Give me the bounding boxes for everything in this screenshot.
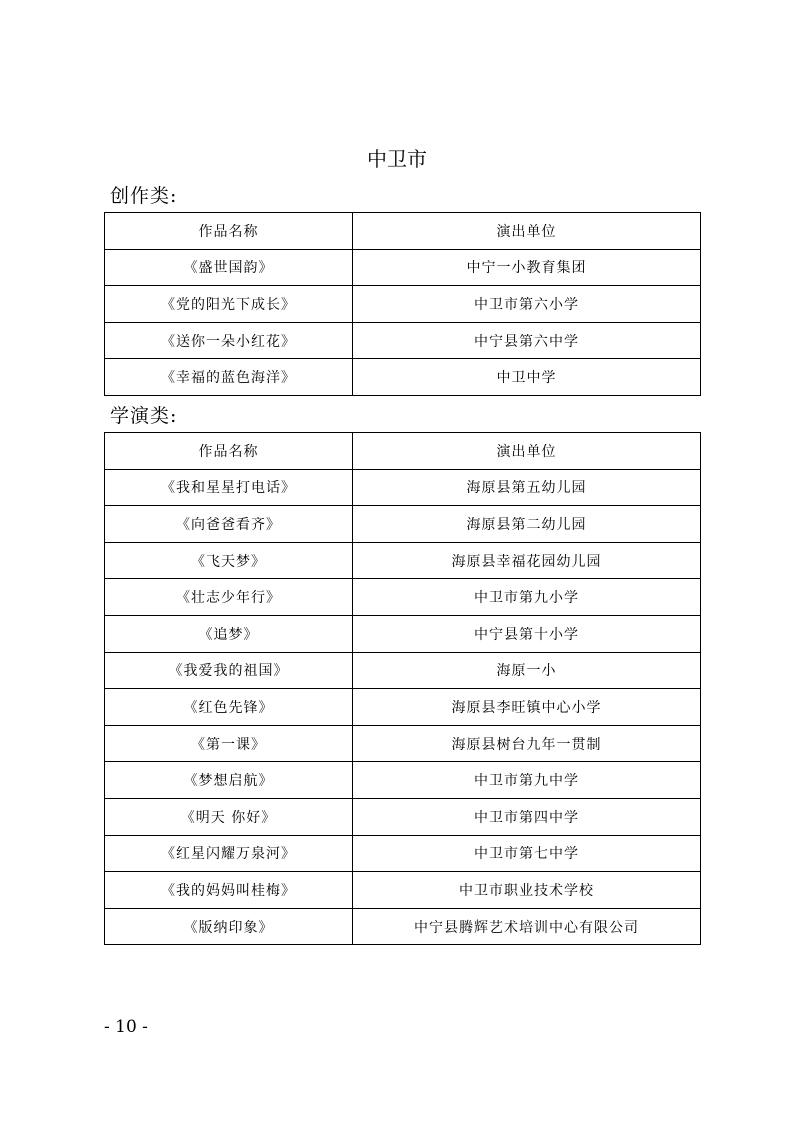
table-header-row	[105, 433, 701, 470]
table-row	[105, 579, 701, 616]
work-name-cell: 《盛世国韵》	[105, 249, 353, 286]
performer-cell: 海原县第二幼儿园	[353, 506, 701, 543]
performer-cell: 中卫市第九中学	[353, 762, 701, 799]
work-name-cell: 《版纳印象》	[105, 908, 353, 945]
table-row	[105, 652, 701, 689]
page-number: - 10 -	[104, 1017, 148, 1037]
work-name-cell: 《我爱我的祖国》	[105, 652, 353, 689]
table-row	[105, 322, 701, 359]
performer-cell: 中宁县第六中学	[353, 322, 701, 359]
work-name-cell: 《梦想启航》	[105, 762, 353, 799]
column-header-performer: 演出单位	[353, 433, 701, 470]
table-row	[105, 798, 701, 835]
page-title: 中卫市	[367, 147, 427, 171]
table-row	[105, 762, 701, 799]
performer-cell: 海原一小	[353, 652, 701, 689]
table-row	[105, 469, 701, 506]
work-name-cell: 《送你一朵小红花》	[105, 322, 353, 359]
table-row	[105, 542, 701, 579]
creation-works-table	[104, 212, 701, 396]
table-row	[105, 689, 701, 726]
performer-cell: 中卫市职业技术学校	[353, 872, 701, 909]
performer-cell: 中宁一小教育集团	[353, 249, 701, 286]
performer-cell: 海原县第五幼儿园	[353, 469, 701, 506]
performer-cell: 中卫市第九小学	[353, 579, 701, 616]
performer-cell: 中宁县第十小学	[353, 615, 701, 652]
work-name-cell: 《我和星星打电话》	[105, 469, 353, 506]
work-name-cell: 《我的妈妈叫桂梅》	[105, 872, 353, 909]
table-row	[105, 872, 701, 909]
performer-cell: 中卫市第七中学	[353, 835, 701, 872]
work-name-cell: 《第一课》	[105, 725, 353, 762]
work-name-cell: 《红星闪耀万泉河》	[105, 835, 353, 872]
work-name-cell: 《飞天梦》	[105, 542, 353, 579]
performer-cell: 中宁县腾辉艺术培训中心有限公司	[353, 908, 701, 945]
work-name-cell: 《幸福的蓝色海洋》	[105, 359, 353, 396]
work-name-cell: 《党的阳光下成长》	[105, 286, 353, 323]
table-header-row	[105, 213, 701, 250]
table-row	[105, 725, 701, 762]
study-performance-works-table	[104, 432, 701, 945]
section-heading-study-performance: 学演类:	[110, 405, 178, 427]
column-header-performer: 演出单位	[353, 213, 701, 250]
table-row	[105, 835, 701, 872]
column-header-work-name: 作品名称	[105, 433, 353, 470]
performer-cell: 中卫市第六小学	[353, 286, 701, 323]
table-row	[105, 359, 701, 396]
table-row	[105, 908, 701, 945]
performer-cell: 海原县幸福花园幼儿园	[353, 542, 701, 579]
work-name-cell: 《红色先锋》	[105, 689, 353, 726]
table-row	[105, 615, 701, 652]
table-row	[105, 286, 701, 323]
performer-cell: 中卫市第四中学	[353, 798, 701, 835]
column-header-work-name: 作品名称	[105, 213, 353, 250]
work-name-cell: 《明天 你好》	[105, 798, 353, 835]
performer-cell: 中卫中学	[353, 359, 701, 396]
table-row	[105, 249, 701, 286]
performer-cell: 海原县李旺镇中心小学	[353, 689, 701, 726]
table-row	[105, 506, 701, 543]
performer-cell: 海原县树台九年一贯制	[353, 725, 701, 762]
work-name-cell: 《追梦》	[105, 615, 353, 652]
work-name-cell: 《壮志少年行》	[105, 579, 353, 616]
section-heading-creation: 创作类:	[110, 185, 178, 207]
work-name-cell: 《向爸爸看齐》	[105, 506, 353, 543]
